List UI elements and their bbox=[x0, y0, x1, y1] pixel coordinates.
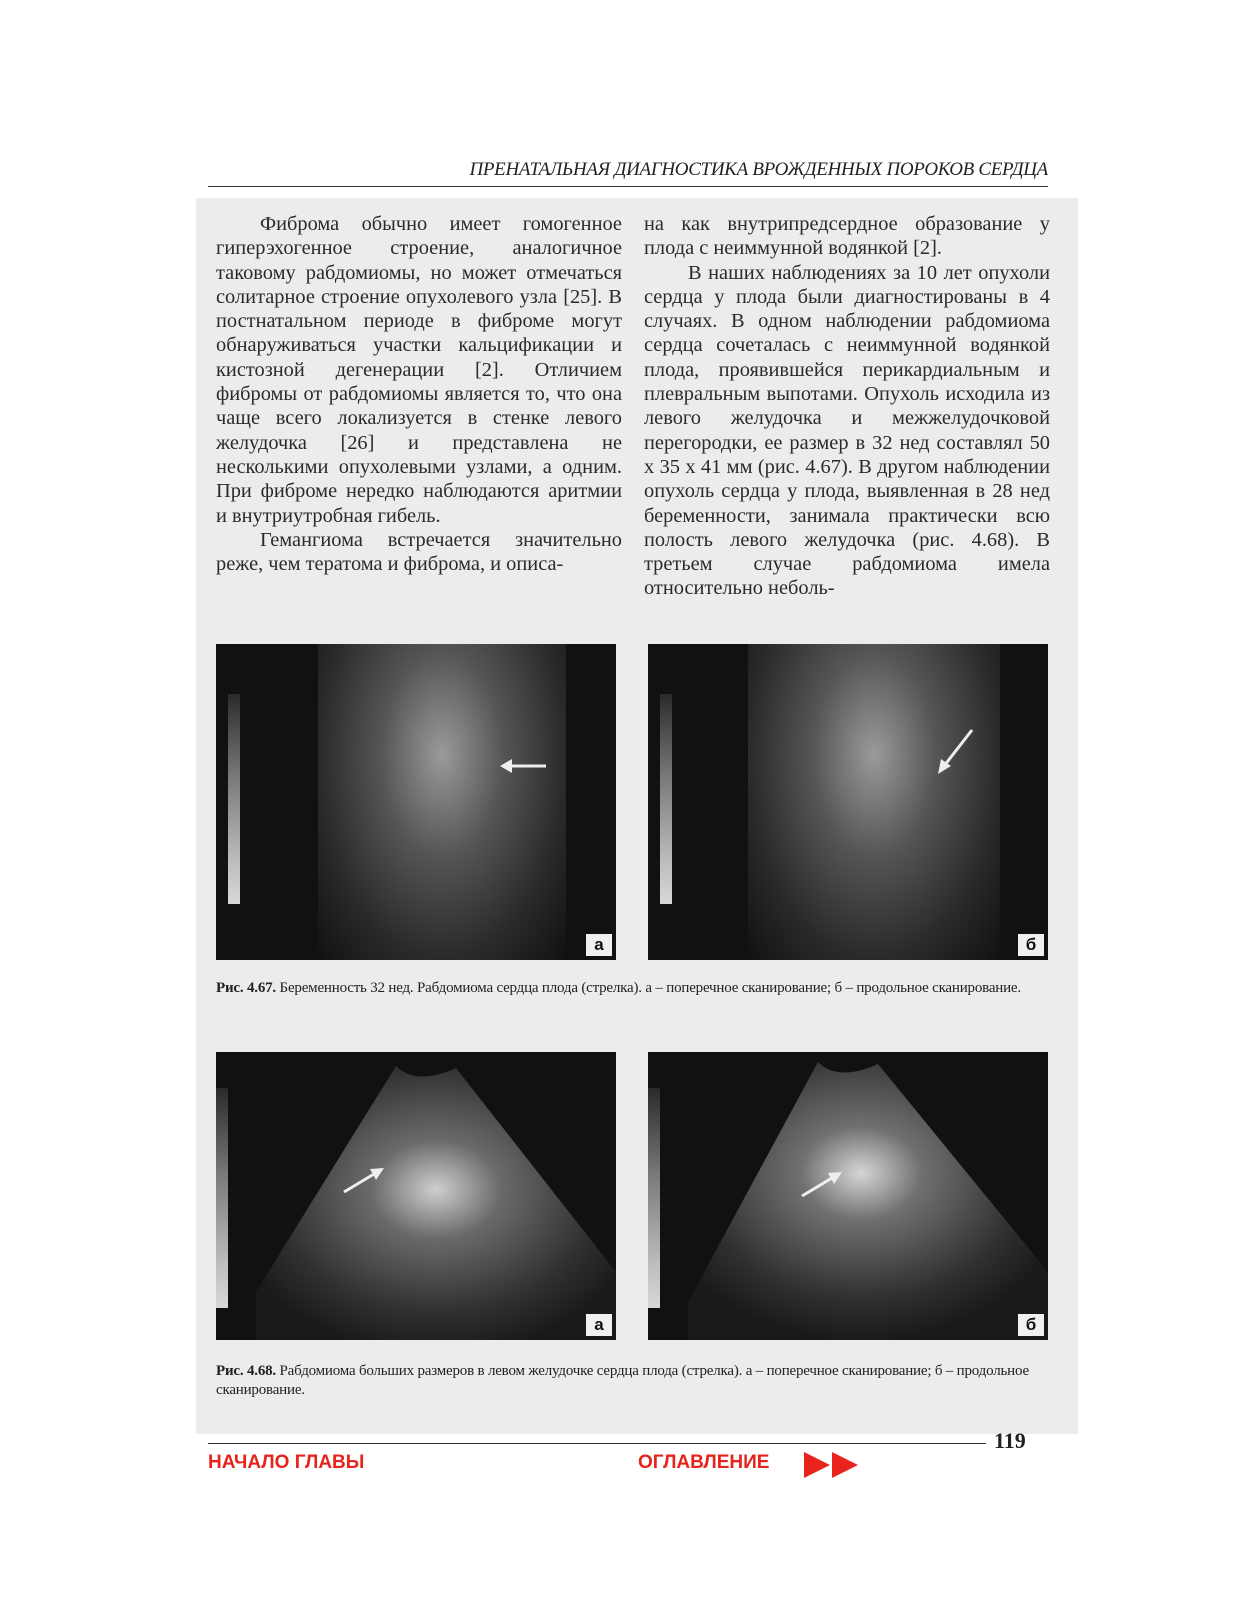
figure-caption-4-68 bbox=[216, 1362, 1052, 1400]
panel-label: б bbox=[1018, 934, 1044, 956]
arrow-icon bbox=[340, 1166, 386, 1196]
paragraph: В наших наблюдениях за 10 лет опухоли сердца у плода были диагностированы в 4 случаях. В одном наблюдении рабдомиома сердца сочеталась с неиммунной водянкой плода, проявившейся перикардиальным и плевральным выпотами. Опухоль исходила из левого желудочка и межжелудочковой перегородки, ее размер в 32 нед составлял 50 x 35 x 41 мм (рис. 4.67). В другом наблюдении опухоль сердца у плода, выявленная в 28 нед беременности, занимала практически всю полость левого желудочка (рис. 4.68). В третьем случае рабдомиома имела относительно неболь- bbox=[644, 261, 1050, 600]
running-header: ПРЕНАТАЛЬНАЯ ДИАГНОСТИКА ВРОЖДЕННЫХ ПОРОКОВ СЕРДЦА bbox=[469, 159, 1048, 180]
page-number: 119 bbox=[994, 1428, 1026, 1453]
ultrasound-scan-area bbox=[748, 644, 1000, 960]
footer-rule bbox=[208, 1443, 986, 1444]
caption-text: Беременность 32 нед. Рабдомиома сердца плода (стрелка). а – поперечное сканирование; б – продольное сканирование. bbox=[279, 980, 1021, 996]
arrow-icon bbox=[934, 726, 978, 776]
caption-text: Рабдомиома больших размеров в левом желудочке сердца плода (стрелка). а – поперечное сканирование; б – продольное сканирование. bbox=[216, 1363, 1029, 1398]
arrow-icon bbox=[500, 756, 548, 776]
paragraph: на как внутрипредсердное образование у плода с неиммунной водянкой [2]. bbox=[644, 213, 1050, 260]
grayscale-bar bbox=[228, 694, 240, 904]
chapter-start-link[interactable]: НАЧАЛО ГЛАВЫ bbox=[208, 1452, 365, 1473]
ultrasound-sector bbox=[648, 1052, 1048, 1340]
ultrasound-image-4-68-b bbox=[648, 1052, 1048, 1340]
caption-label: Рис. 4.68. bbox=[216, 1363, 276, 1379]
caption-label: Рис. 4.67. bbox=[216, 980, 276, 996]
paragraph: Гемангиома встречается значительно реже, чем тератома и фиброма, и описа- bbox=[216, 528, 622, 576]
ultrasound-image-4-67-a bbox=[216, 644, 616, 960]
double-arrow-right-icon[interactable] bbox=[804, 1452, 860, 1478]
header-rule bbox=[208, 186, 1048, 187]
text-column-right bbox=[644, 212, 1050, 601]
grayscale-bar bbox=[660, 694, 672, 904]
ultrasound-scan-area bbox=[318, 644, 566, 960]
table-of-contents-link[interactable]: ОГЛАВЛЕНИЕ bbox=[638, 1452, 770, 1473]
ultrasound-image-4-67-b bbox=[648, 644, 1048, 960]
ultrasound-sector bbox=[216, 1052, 616, 1340]
text-column-left bbox=[216, 212, 622, 576]
figure-caption-4-67 bbox=[216, 979, 1052, 998]
panel-label: б bbox=[1018, 1314, 1044, 1336]
panel-label: а bbox=[586, 934, 612, 956]
paragraph: Фиброма обычно имеет гомогенное гиперэхогенное строение, аналогичное таковому рабдомиомы, но может отмечаться солитарное строение опухолевого узла [25]. В постнатальном периоде в фиброме могут обнаруживаться участки кальцификации и кистозной дегенерации [2]. Отличием фибромы от рабдомиомы является то, что она чаще всего локализуется в стенке левого желудочка [26] и представлена не несколькими опухолевыми узлами, а одним. При фиброме нередко наблюдаются аритмии и внутриутробная гибель. bbox=[216, 213, 622, 527]
panel-label: а bbox=[586, 1314, 612, 1336]
arrow-icon bbox=[798, 1170, 844, 1200]
ultrasound-image-4-68-a bbox=[216, 1052, 616, 1340]
